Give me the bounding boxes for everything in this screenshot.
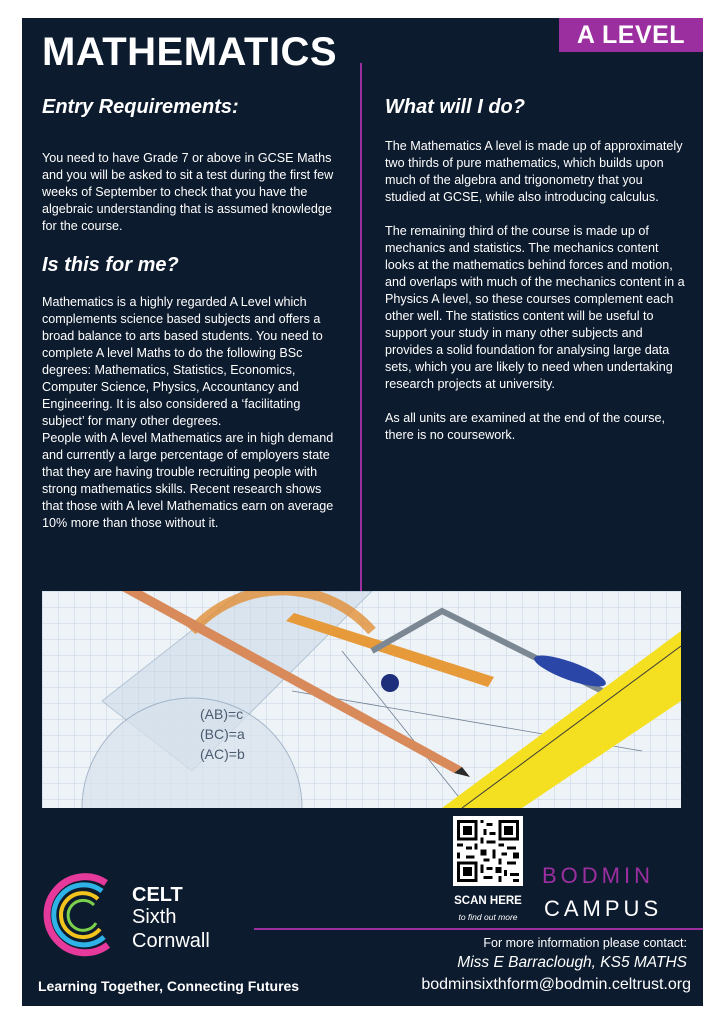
for-me-paragraph-2: People with A level Mathematics are in high demand and currently a large percentage of employers state that they are having trouble recruiting people with strong mathematics skills. Recent research shows that those with A level Mathematics earn on average 10% more than those without it. [42,431,334,530]
what-will-i-do-heading: What will I do? [385,96,525,118]
formula-ac: (AC)=b [200,746,245,762]
column-divider [360,63,362,591]
scan-sub-label: to find out more [458,912,518,922]
is-this-for-me-heading: Is this for me? [42,254,179,276]
celt-logo-mark [36,863,128,963]
entry-text: You need to have Grade 7 or above in GCSE Maths and you will be asked to sit a test during the first few weeks of September to check that you have the algebraic understanding that is assumed knowledge for the course. [42,151,334,233]
formula-ab: (AB)=c [200,706,244,722]
what-will-i-do-text [385,138,685,461]
what-paragraph-2: The remaining third of the course is made up of mechanics and statistics. The mechanics content looks at the mathematics behind forces and motion, and overlaps with much of the mechanics content in a Physics A level, so these courses complement each other well. The statistics content will be useful to support your study in many other subjects and provides a solid foundation for analysing large data sets, which you are likely to need when undertaking research projects at university. [385,224,685,391]
photo-illustration [42,591,681,808]
contact-label: For more information please contact: [483,936,687,950]
campus-label: CAMPUS [544,896,663,921]
logo-text-celt: CELT [132,884,183,906]
entry-requirements-heading: Entry Requirements: [42,96,239,118]
logo-text-cornwall: Cornwall [132,930,210,952]
page-title: MATHEMATICS [42,30,338,74]
tagline: Learning Together, Connecting Futures [38,978,300,994]
scan-here-label: SCAN HERE [454,895,522,907]
poster-background [22,18,703,1006]
qr-code-icon [457,820,519,882]
contact-name: Miss E Barraclough, KS5 MATHS [457,954,687,971]
a-level-badge: A LEVEL [559,18,703,52]
formula-bc: (BC)=a [200,726,245,742]
entry-requirements-text [42,150,342,235]
campus-name: BODMIN [542,863,654,888]
is-this-for-me-text [42,294,342,532]
logo-text-sixth: Sixth [132,906,177,928]
footer-divider [254,928,703,930]
what-paragraph-1: The Mathematics A level is made up of approximately two thirds of pure mathematics, which builds upon much of the algebra and trigonometry that you studied at GCSE, while also introducing calculus. [385,139,683,204]
for-me-paragraph-1: Mathematics is a highly regarded A Level which complements science based subjects and offers a broad balance to arts based students. You need to complete A level Maths to do the following BSc degrees: Mathematics, Statistics, Economics, Computer Science, Physics, Accountancy and Engineering. It is also considered a ‘facilitating subject’ for many other degrees. [42,295,323,428]
what-paragraph-3: As all units are examined at the end of the course, there is no coursework. [385,411,666,442]
maths-tools-photo [42,591,681,808]
contact-email-link[interactable]: bodminsixthform@bodmin.celtrust.org [421,976,691,993]
qr-code[interactable] [453,816,523,886]
